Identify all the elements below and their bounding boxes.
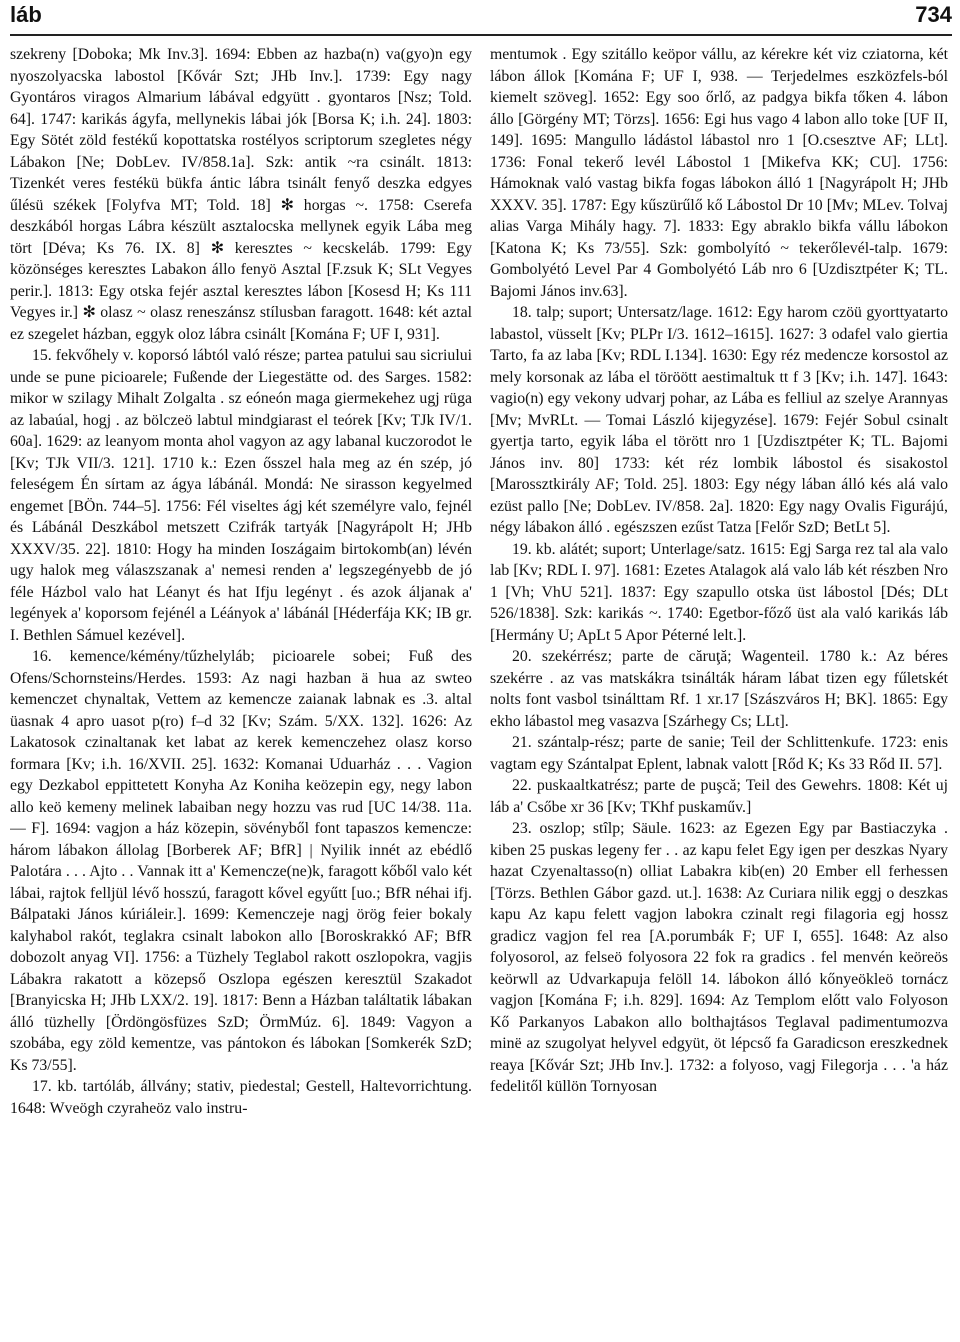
- sense-16: 16. kemence/kémény/tűzhelyláb; picioarele sobei; Fuß des Ofens/Schornsteins/Herdes. 1593: Az nagi hazban ä hua az swteo kemenczet chynaltak, Vettem az kemencze zaianak labnak es .3. altal üasnak 4 apro uasot p(ro) f–d 32 [Kv; Szám. 5/XX. 132]. 1626: Az Lakatosok czinaltanak ket labat az kerek kemenczehez olasz korso formara [Kv; i.h. 16/XVII. 25]. 1632: Komanai Uduarház . . . Vagion egy Dezkabol eppittetett Konyha Az Koniha keözepin egy, negy labon allo keö kemeny melinek labaiban negy hozzu vas rud [UC 14/38. 11a. — F]. 1694: vagjon a ház közepin, sövényből font tapaszos kemencze: három lábakon állolag [Borberek AF; BfR] | Nyilik innét az ebédlő Palotára . . . Ajto . . Vannak itt a' Kemencze(ne)k, faragott kőből valo két lábai, rajtok felljül lévő hosszú, faragott kővel egyűtt [uo.; BfR néhai ifj. Bálpataki János kúriáleir.]. 1699: Kemenczeje nagj örög feier bokaly kalyhabol rakót, teglakra csinalt labokon allo [Boroskrakkó AF; BfR dobozolt anyag VI]. 1756: a Tüzhely Teglabol rakott oszlopokra, vagjis Lábakra rakatott a közepső Oszlopa egészen keresztül Szakadot [Branyicska H; JHb LXX/2. 19]. 1817: Benn a Házban találtatik lábakan álló tüzhelly [Ördöngösfüzes SzD; ÖrmMúz. 6]. 1849: Vagyon a szobába, egy zöld kementze, vas pántokon és lábokan [Somkerék SzD; Ks 73/55].: [10, 648, 472, 1074]
- left-column: [10, 44, 472, 1336]
- running-headword: láb: [10, 2, 42, 27]
- sense-18: 18. talp; suport; Untersatz/lage. 1612: Egy harom czöü gyorttyatarto labastol, vüsselt [Kv; PLPr I/3. 1612–1615]. 1627: 3 odafel valo giertia Tarto, fa az laba [Kv; RDL I.134]. 1630: Egy réz medencze korsostol az mely korsonak az lába el töröött aestimaltuk tt f 3 [Kv; i.h. 147]. 1643: vagio(n) egy vekony udvarj pohar, az Lába es felliul az szelye Arannyas [Mv; MvRLt. — Tomai László kijegyzése]. 1679: Fejér Sobul csinalt gyertja tarto, egyik lába el törött nro 1 [Uzdisztpéter K; TL. Bajomi János inv. 80] 1733: két réz lombik lábostol és sisakostol [Marossztkirály AF; Told. 25]. 1803: Egy négy lában álló kés alá valo ezüst pallo [Ne; DobLev. IV/858. 2a]. 1820: Egy nagy Ovalis Figurájú, négy lábakon álló . egészszen ezűst Tatza [Felőr SzD; BetLt 5].: [490, 304, 948, 536]
- entry-paragraph: mentumok . Egy szitállo keöpor vállu, az kérekre két viz cziatorna, két lábon állok [Komána F; UF I, 938. — Terjedelmes eszközfels-ból kiemelt szöveg]. 1652: Egy soo őrlő, az padgya bikfa tőken 4. lábon állo [Görgény MT; Törzs]. 1656: Egi hus vago 4 labon allo toke [UF II, 149]. 1695: Mangullo ládástol lábastol nro 1 [O.csesztve AF; LLt]. 1736: Fonal tekerő levél Lábostol 1 [Mikefva KK; CU]. 1756: Hámoknak való vastag bikfa fogas lábokon álló 1 [Nagyrápolt H; JHb XXXV. 35]. 1787: Egy kűszürűlő kő Lábostol Dr 10 [Mv; MLev. Tolvaj alias Varga Mihály hagy. 7]. 1833: Egy abraklo bikfa vállu lábokon [Katona K; Ks 73/55]. Szk: gombolyító ~ tekerőlevél-talp. 1679: Gombolyétó Level Par 4 Gombolyétó Láb nro 6 [Uzdisztpéter K; TL. Bajomi János inv.63].: [490, 46, 948, 300]
- sense-20: 20. szekérrész; parte de căruţă; Wagenteil. 1780 k.: Az béres szekérre . az vas matskákra tsinálták háram lábat tizen egy fűletskét nolts font vasbol tsinálttam Rf. 1 xr.17 [Szászváros H; BK]. 1865: Egy ekho lábastol meg vasazva [Szárhegy Cs; LLt].: [490, 648, 948, 730]
- running-header: [10, 0, 952, 36]
- sense-23: 23. oszlop; stîlp; Säule. 1623: az Egezen Egy par Bastiaczyka . kiben 25 puskas legeny fer . . az kapu felet Egy igen per deszkas Nyary hazat Czyenaltasso(n) olliat Labakra kib(en) 20 Ember ell ferhessen [Törzs. Bethlen Gábor gazd. ut.]. 1638: Az Curiara nilik eggj o deszkas kapu Az kapu felett vagjon labokra czinalt regi filagoria egj hossz gradicz vagjon fel rea [A.porumbák F; UF I, 655]. 1648: Az also folyosorol, az felseö folyosora 22 fok ra gradics . fel menvén keöreös keörwll az Udvarkapuja felöll 14. lábokon álló kőnyeökleö tornácz vagjon [Komána F; i.h. 829]. 1694: Az Templom előtt valo Folyoson Kő Parkanyos Labakon allo bolthajtásos Teglaval padimentumozva minë az szugolyat helyvel edgyüt, öt lépcső fa Garadicson ereszkednek reaya [Kővár Szt; JHb Inv.]. 1732: a folyoso, vagj Filegorja . . . 'a ház fedelitől küllön Tornyosan: [490, 820, 948, 1095]
- sense-22: 22. puskaaltkatrész; parte de puşcă; Teil des Gewehrs. 1808: Két uj láb a' Csőbe xr 36 [Kv; TKhf puskaműv.]: [490, 777, 948, 816]
- entry-paragraph: szekreny [Doboka; Mk Inv.3]. 1694: Ebben az hazba(n) va(gyo)n egy nyoszolyacska labostol [Kővár Szt; JHb Inv.]. 1739: Egy nagy Gyontáros viragos Almarium lábával edgyütt . gyontaros [Nsz; Told. 64]. 1747: karikás ágyfa, mellynekis lábai jók [Borsa K; i.h. 24]. 1803: Egy Sötét zöld festékű kopottatska rostélyos scriptorum szegletes négy Lábakon [Ne; DobLev. IV/858.1a]. Szk: antik ~ra csinált. 1813: Tizenkét veres festékü bükfa ántic lábra tsinált fenyő deszka edgyes űlésü székek [Folyfva MT; Told. 18] ✻ horgas ~. 1758: Cserefa deszkából horgas Lábra készült asztalocska mellynek egyik Lába meg tört [Déva; Ks 76. IX. 8] ✻ keresztes ~ kecskeláb. 1799: Egy közönséges keresztes Labakon állo fenyö Asztal [F.zsuk K; SLt Vegyes perir.]. 1813: Egy otska fejér asztal keresztes lábon [Kosesd H; Ks 111 Vegyes ir.] ✻ olasz ~ olasz reneszánsz stílusban faragott. 1648: két aztal ez szegelet házban, eggyk oloz lábra csinált [Komána F; UF I, 931].: [10, 46, 472, 343]
- page-number: 734: [915, 2, 952, 27]
- right-column: [490, 44, 948, 1336]
- sense-17: 17. kb. tartóláb, állvány; stativ, piedestal; Gestell, Haltevorrichtung. 1648: Wveögh czyraheöz valo instru-: [10, 1078, 472, 1117]
- sense-19: 19. kb. alátét; suport; Unterlage/satz. 1615: Egj Sarga rez tal ala valo lab [Kv; RDL I. 97]. 1681: Ezetes Atalagok alá valo láb két részben Nro 1 [Vh; VhU 521]. 1837: Egy szapullo otska üst lábostol [Dés; DLt 526/1838]. Szk: karikás ~. 1740: Egetbor-főző üst ala való karikás láb [Hermány U; ApLt 5 Apor Péterné lelt.].: [490, 540, 948, 644]
- sense-15: 15. fekvőhely v. koporsó lábtól való része; partea patului sau sicriului unde se pune picioarele; Fußende der Liegestätte od. des Sarges. 1582: mikor w szilagy Mihalt Zolgalta . sz eóneón maga giermekehez ugj rüga az labaúal, hogj . az bölczeö labtul mindgiarast el teórek [Kv; TJk IV/1. 60a]. 1629: az leanyom monta ahol vagyon az agy labanal kuczorodot le [Kv; TJk VII/3. 121]. 1710 k.: Ezen ősszel hala meg az én szép, jó feleségem Én sírtam az ágya lábánál. Mondá: Ne sirasson kegyelmed engemet [BÖn. 744–5]. 1756: Fél viseltes ágj két személyre valo, fejnél és Lábánál Deszkábol metszett Czifrák tartyák [Nagyrápolt H; JHb XXXV/35. 22]. 1810: Hogy ha minden Ioszágaim birtokomb(an) lévén ugy halok meg válaszszanak a' nemesi renden a' legszegényebb de jó féle Házbol valo hat Léanyt és hat Ifju legényt . és azok áljanak a' legények a' koporsom fejénél a Léányok a' lábánál [Héderfája KK; IB gr. I. Bethlen Sámuel kezével].: [10, 347, 472, 644]
- sense-21: 21. szántalp-rész; parte de sanie; Teil der Schlittenkufe. 1723: enis vagtam egy Szántalpat Eplent, labnak valott [Rőd K; Ks 33 Rőd II. 57].: [490, 734, 948, 773]
